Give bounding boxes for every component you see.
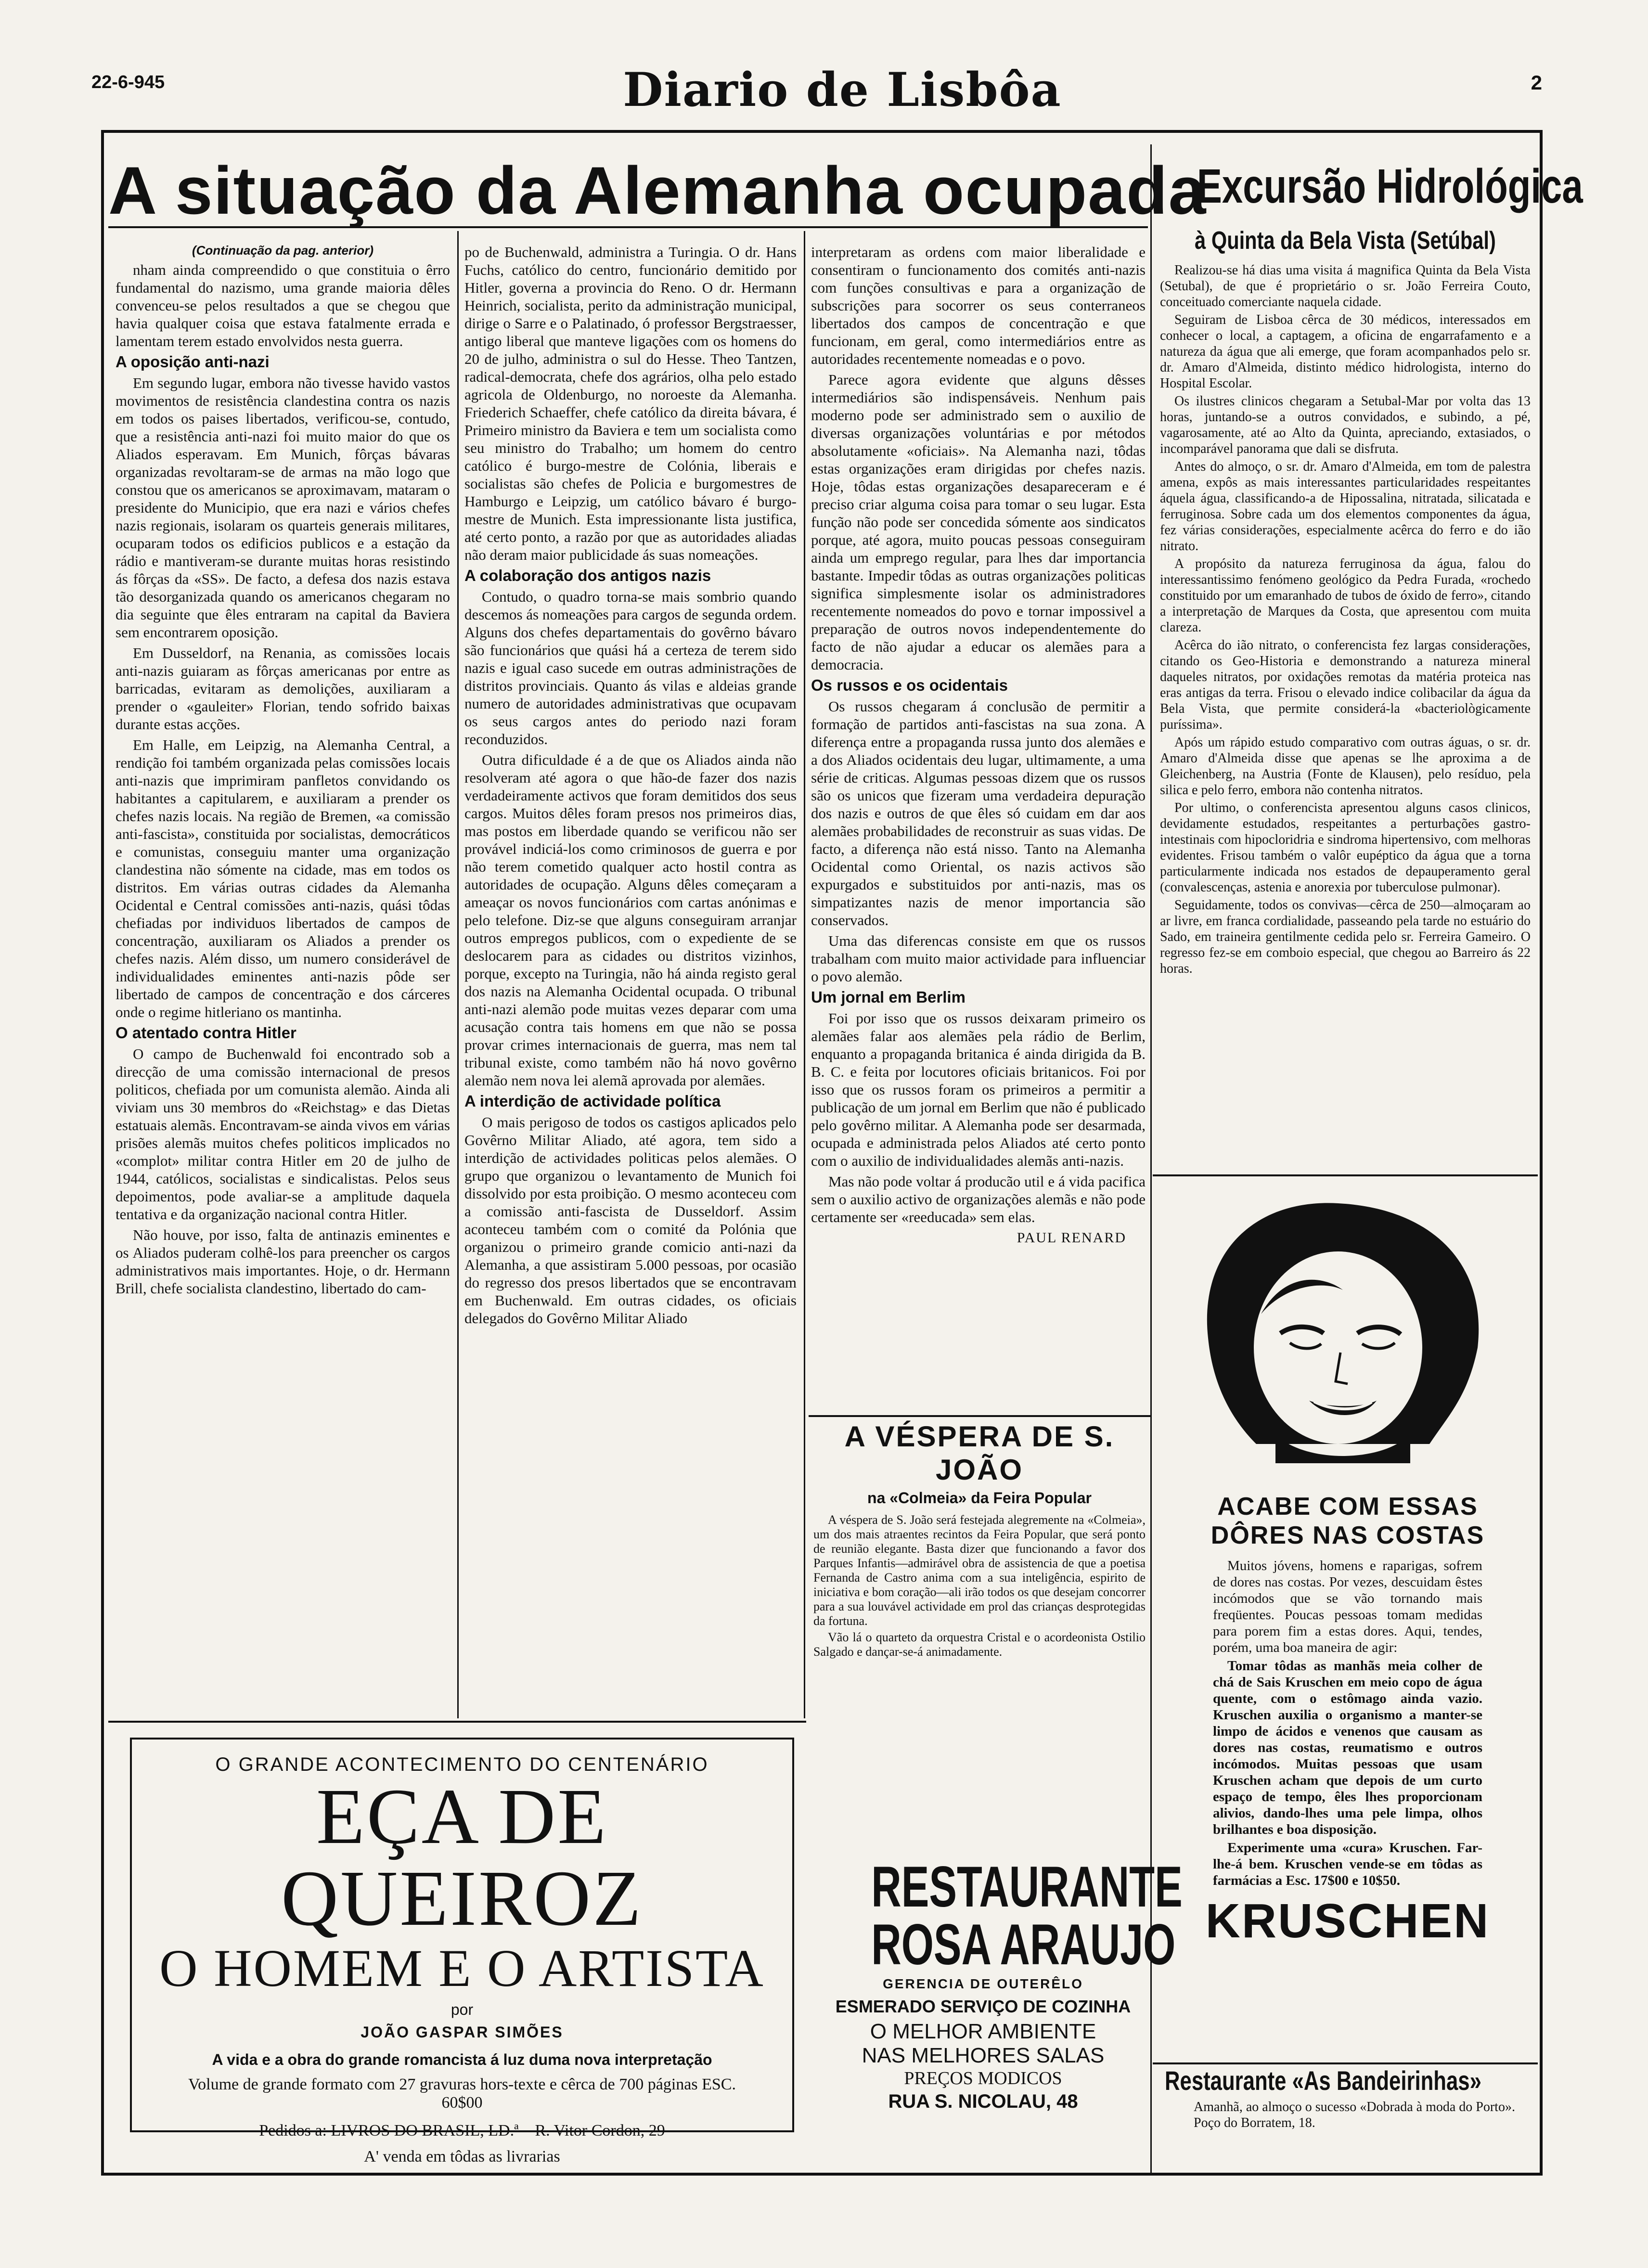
paragraph: A véspera de S. João será festejada alegremente na «Colmeia», um dos mais atraentes recintos da Feira Popular, que será ponto de reunião elegante. Basta dizer que funcionando a favor dos Parques Infantis—admirável obra de assistencia de que a poetisa Fernanda de Castro anima com a sua inteligência, espirito de iniciativa e bom coração—ali irão todos os que desejam concorrer para a sua louvável actividade em prol das crianças desprotegidas da fortuna. [813,1513,1146,1628]
paragraph: Uma das diferencas consiste em que os russos trabalham com muito maior actividade para influenciar o povo alemão. [811,932,1146,985]
paragraph: Os russos chegaram á conclusão de permitir a formação de partidos anti-fascistas na sua zona. A diferença entre a propaganda russa junto dos alemães e a dos Aliados ocidentais deu lugar, ultimamente, a uma série de criticas. Algumas pessoas dizem que os russos são os unicos que fizeram uma verdadeira depuração dos nazis e outros de que êles só cuidam em dar aos alemães probabilidades de reconstruir as suas vidas. De facto, a diferença não está nisso. Tanto na Alemanha Ocidental como Oriental, os nazis activos são expurgados e substituidos por anti-nazis, mas os simpatizantes nazis de menor importancia são conservados. [811,698,1146,928]
kruschen-headline-1: ACABE COM ESSAS [1217,1493,1478,1521]
excursao-article [1160,262,1531,1167]
eca-ad-title: EÇA DE QUEIROZ [281,1772,644,1942]
paragraph: Não houve, por isso, falta de antinazis eminentes e os Aliados puderam colhê-los para preencher os cargos administrativos mais importantes. Hoje, o dr. Hermann Brill, chefe socialista clandestino, libertado do cam- [116,1226,450,1297]
rosa-ad-line6: NAS MELHORES SALAS [862,2044,1105,2067]
paragraph: Realizou-se há dias uma visita á magnifica Quinta da Bela Vista (Setubal), de que é proprietário o sr. João Ferreira Couto, conceituado comerciante naquela cidade. [1160,263,1531,309]
section-rule [1153,1174,1538,1176]
issue-date: 22-6-945 [91,72,165,92]
page-number: 2 [1531,71,1542,94]
excursao-title: Excursão Hidrológica [1197,159,1583,213]
article-column-3 [811,243,1146,1413]
newspaper-title: Diario de Lisbôa [623,63,1062,117]
paragraph: Outra dificuldade é a de que os Aliados ainda não resolveram até agora o que hão-de fazer dos nazis verdadeiramente activos que foram demitidos dos seus cargos. Muitos dêles foram presos nos primeiros dias, mas postos em liberdade quando se verificou não ser provável indiciá-los como criminosos de guerra e por não terem cometido qualquer acto hostil contra as autoridades de ocupação. Alguns dêles começaram a ameaçar os novos funcionários com cartas anónimas e pelo telefone. Diz-se que alguns conseguiram arranjar outros empregos publicos, com o expediente de se deslocarem para as cidades ou distritos vizinhos, porque, excepto na Turingia, não há ainda registo geral dos nazis na Alemanha Ocidental ocupada. O tribunal anti-nazi alemão pode muitas vezes deparar com uma acusação contra tais homens em que não se possa provar crimes internacionais de guerra, mas nem tal tribunal existe, como também não há novo govêrno alemão nem nova lei alemã aprovada por alemães. [464,751,797,1089]
paragraph: Mas não pode voltar á producão util e á vida pacifica sem o auxilio activo de organizações alemãs e não pode certamente ser «reeducada» sem elas. [811,1173,1146,1225]
continuation-note: (Continuação da pag. anterior) [192,243,374,258]
headline-rule [108,226,1148,228]
paragraph: Seguiram de Lisboa cêrca de 30 médicos, interessados em conhecer o local, a captagem, a oficina de engarrafamento e a natureza da água que ali emerge, que foram acompanhados pelo sr. dr. Amaro d'Almeida, distinto médico hidrologista, interno do Hospital Escolar. [1160,312,1531,391]
paragraph: Foi por isso que os russos deixaram primeiro os alemães falar aos alemães pela rádio de Berlim, enquanto a propaganda britanica é ainda dirigida da B. B. C. e feita por locutores oficiais britanicos. Foi por isso que os russos foram os primeiros a permitir a publicação de um jornal em Berlim que não é publicado pelo govêrno militar. A Alemanha pode ser desarmada, ocupada e administrada pelos Aliados até certo ponto com o auxilio de individualidades alemãs anti-nazis. [811,1010,1146,1169]
subheading: Um jornal em Berlim [811,988,966,1006]
bandeirinhas-notice [1165,2065,1535,2161]
paragraph: Parece agora evidente que alguns dêsses intermediários são indispensáveis. Nenhum pais moderno pode ser administrado sem o auxilio de diversas organizações voluntárias e por métodos absolutamente «oficiais». Na Alemanha nazi, tôdas estas organizações eram dirigidas por chefes nazis. Hoje, tôdas estas organizações desapareceram e é preciso criar alguma coisa para tomar o seu lugar. Esta função não pode ser concedida sómente aos sindicatos porque, até agora, muito poucas pessoas conseguiram ainda um emprego regular, para lhes dar importancia bastante. Impedir tôdas as outras organizações politicas significa simplesmente isolar os administradores recentemente nomeados do povo e tornar impossivel a preparação de outros novos independentemente do facto de não ajudar a educar os alemães para a democracia. [811,371,1146,673]
rosa-ad-line7: PREÇOS MODICOS [904,2068,1062,2088]
paragraph: Vão lá o quarteto da orquestra Cristal e o acordeonista Ostilio Salgado e dançar-se-á animadamente. [813,1630,1146,1659]
paragraph: nham ainda compreendido o que constituia o êrro fundamental do nazismo, uma grande maioria dêles convenceu-se pelos resultados a que se chegou que havia qualquer coisa que estava fatalmente errada e lamentam terem estado envolvidos nesta guerra. [116,261,450,349]
rosa-ad-line8: RUA S. NICOLAU, 48 [888,2091,1078,2112]
rosa-ad-line5: O MELHOR AMBIENTE [870,2020,1096,2043]
eca-ad-orders: Pedidos a: LIVROS DO BRASIL, LD.ª—R. Vitor Cordon, 29 [259,2122,665,2139]
paragraph: interpretaram as ordens com maior liberalidade e consentiram o funcionamento dos comités anti-nazis com funções consultivas e para a organização de subscrições para socorrer os seus conterraneos libertados dos campos de concentração e que funcionam, em geral, como intermediários entre as autoridades recentemente nomeadas e o povo. [811,244,1146,367]
excursao-subtitle: à Quinta da Bela Vista (Setúbal) [1195,227,1496,255]
rosa-araujo-ad [828,1855,1183,2127]
subheading: A interdição de actividade política [464,1092,721,1110]
rosa-ad-line2: ROSA ARAUJO [871,1912,1176,1977]
bandeirinhas-title: Restaurante «As Bandeirinhas» [1165,2065,1481,2096]
eca-de-queiroz-ad [130,1738,794,2165]
rosa-ad-line1: RESTAURANTE [871,1855,1183,1919]
paragraph: Antes do almoço, o sr. dr. Amaro d'Almeida, em tom de palestra amena, expôs as mais interessantes particularidades respeitantes áquela água, classificando-a de Hipossalina, nitratada, silicatada e ferruginosa. Sobre cada um dos elementos componentes da água, fez várias considerações, especialmente acêrca do ferro e do ião nitrato. [1160,459,1531,554]
vespera-subtitle: na «Colmeia» da Feira Popular [867,1489,1092,1507]
subheading: O atentado contra Hitler [116,1024,296,1042]
paragraph: Muitos jóvens, homens e raparigas, sofrem de dores nas costas. Por vezes, descuidam êstes incómodos que se vão tornando mais freqüentes. Poucas pessoas tomam medidas para porem fim a estas dores. Aqui, tendes, porém, uma boa maneira de agir: [1213,1558,1482,1655]
paragraph: Em Dusseldorf, na Renania, as comissões locais anti-nazis guiaram as fôrças americanas por entre as barricadas, evitaram as demolições, auxiliaram a prender o «gauleiter» Florian, tendo sofrido baixas durante estas acções. [116,644,450,733]
woman-portrait-illustration [1179,1194,1511,1463]
eca-ad-subtitle: O HOMEM E O ARTISTA [159,1939,765,1997]
article-column-2 [464,243,797,1716]
vespera-title: A VÉSPERA DE S. JOÃO [844,1420,1115,1486]
subheading: A oposição anti-nazi [116,353,270,371]
section-rule [809,1415,1150,1417]
rosa-ad-line4: ESMERADO SERVIÇO DE COZINHA [835,1997,1131,2016]
subheading: Os russos e os ocidentais [811,676,1008,694]
bandeirinhas-text: Amanhã, ao almoço o sucesso «Dobrada à moda do Porto». Poço do Borratem, 18. [1194,2100,1515,2130]
paragraph: Contudo, o quadro torna-se mais sombrio quando descemos ás nomeações para cargos de segunda ordem. Alguns dos chefes departamentais do govêrno bávaro são funcionários que quási há a certeza de terem sido nazis e igual caso sucede em outras administrações de distritos provinciais. Quanto ás vilas e aldeias grande numero de autoridades administrativas que ocupavam os seus cargos antes do periodo nazi foram reconduzidos. [464,588,797,747]
paragraph: po de Buchenwald, administra a Turingia. O dr. Hans Fuchs, católico do centro, funcionário demitido por Hitler, governa a provincia do Reno. O dr. Hermann Heinrich, socialista, perito da administração municipal, dirige o Sarre e o Palatinado, ó professor Bergstraesser, antigo liberal que manteve ligações com os homens do 20 de julho, administra o sul do Hesse. Theo Tantzen, radical-democrata, chefe dos agrários, olha pelo estado agricola de Oldenburgo, no noroeste da Alemanha. Friederich Schaeffer, chefe católico da direita bávara, é Primeiro ministro da Baviera e tem um socialista como seu ministro do Trabalho; um homem do centro católico é burgo-mestre de Colónia, liberais e socialistas são chefes de Policia e burgomestres de Hamburgo e Leipzig, um católico bávaro é burgo-mestre de Munich. Esta impressionante lista justifica, até certo ponto, a razão por que as autoridades aliadas não deram maior publicidade ás suas nomeações. [464,244,797,563]
paragraph: Tomar tôdas as manhãs meia colher de chá de Sais Kruschen em meio copo de água quente, com o estômago ainda vazio. Kruschen auxilia o organismo a manter-se limpo de ácidos e venenos que causam as dores nas costas, reumatismo e outros incómodos. Muitas pessoas que usam Kruschen acham que depois de um curto espaço de tempo, êles lhes proporcionam alivios, dando-lhes uma pele limpa, olhos brilhantes e boa disposição. [1213,1658,1482,1837]
column-divider [457,231,459,1718]
article-headline: A situação da Alemanha ocupada [108,153,1207,228]
subheading: A colaboração dos antigos nazis [464,567,711,584]
paragraph: Os ilustres clinicos chegaram a Setubal-Mar por volta das 13 horas, juntando-se a outros convidados, e subindo, a pé, vagarosamente, até ao Alto da Quinta, apreciando, extasiados, o incomparável panorama que dali se disfruta. [1160,394,1531,456]
column-divider [804,231,805,1718]
article-author: PAUL RENARD [1017,1230,1126,1246]
eca-ad-kicker: O GRANDE ACONTECIMENTO DO CENTENÁRIO [215,1754,709,1775]
eca-ad-by: por [451,2001,474,2018]
paragraph: Em segundo lugar, embora não tivesse havido vastos movimentos de resistência clandestina contra os nazis em todos os paises libertados, verificou-se, contudo, que a resistência anti-nazi foi muito maior do que os Aliados esperavam. Em Munich, fôrças bávaras organizadas revoltaram-se de armas na mão logo que constou que os americanos se aproximavam, mataram o presidente do Municipio, que era nazi e vários chefes nazis regionais, isolaram os quarteis generais militares, ocuparam todos os edificios publicos e a estação da rádio e mantiveram-se durante muitas horas resistindo ás fôrças da «SS». De facto, a defesa dos nazis estava tão desorganizada quando os americanos chegaram no dia seguinte que êles entraram na capital da Baviera sem encontrarem oposição. [116,374,450,641]
paragraph: Experimente uma «cura» Kruschen. Far-lhe-á bem. Kruschen vende-se em tôdas as farmácias a Esc. 17$00 e 10$50. [1213,1840,1482,1888]
eca-ad-volume: Volume de grande formato com 27 gravuras hors-texte e cêrca de 700 páginas ESC. 60$00 [188,2075,736,2112]
paragraph: Seguidamente, todos os convivas—cêrca de 250—almoçaram ao ar livre, em franca cordialidade, passeando pela tarde no estuário do Sado, em traineira gentilmente cedida pelo sr. Ferreira Gameiro. O regresso fez-se em comboio especial, que chegou ao Barreiro ás 22 horas. [1160,898,1531,976]
section-rule [1153,2062,1538,2064]
vespera-article [813,1420,1146,1786]
article-column-1 [116,243,450,1716]
paragraph: O mais perigoso de todos os castigos aplicados pelo Govêrno Militar Aliado, até agora, tem sido a interdição de actividades politicas pelos alemães. O grupo que organizou o levantamento de Munich foi dissolvido por esta proibição. O mesmo aconteceu com a comissão anti-fascista de Dusseldorf. Assim aconteceu também com o comité da Polónia que organizou o primeiro grande comicio anti-nazi da Alemanha, a que assistiram 5.000 pessoas, por ocasião do regresso dos presos libertados que se encontravam em Buchenwald. Em outras cidades, os oficiais delegados do Govêrno Militar Aliado [464,1114,797,1327]
kruschen-ad [1165,1492,1531,2060]
section-rule [108,1721,806,1723]
kruschen-brand: KRUSCHEN [1205,1894,1490,1948]
paragraph: O campo de Buchenwald foi encontrado sob a direcção de uma comissão internacional de presos politicos, chefiada por um comunista alemão. Ainda ali viviam uns 30 membros do «Reichstag» e das Dietas estatuais alemãs. Encontravam-se ainda vivos em várias prisões alemãs muitos chefes politicos implicados no «complot» militar contra Hitler em 20 de julho de 1944, católicos, socialistas e sindicalistas. Pelos seus depoimentos, pode avaliar-se a amplitude daquela tentativa e da organização nacional contra Hitler. [116,1045,450,1223]
eca-ad-tagline: A vida e a obra do grande romancista á luz duma nova interpretação [212,2051,712,2068]
paragraph: Acêrca do ião nitrato, o conferencista fez largas considerações, citando os Geo-Historia e demonstrando a natureza mineral daqueles nitratos, por oxidações remotas da matéria proteica nas eras antigas da terra. Frisou o elevado indice colibacilar da água da Bela Vista, que permite considerá-la «bacteriològicamente puríssima». [1160,638,1531,732]
paragraph: Em Halle, em Leipzig, na Alemanha Central, a rendição foi também organizada pelas comissões locais anti-nazis que imprimiram panfletos convidando os habitantes a capitularem, e auxiliaram a prender os chefes nazis locais. Na região de Bremen, «a comissão anti-fascista», constituida por socialistas, democráticos e comunistas, conseguiu manter uma organização clandestina não sómente na cidade, mas em todos os distritos. Em várias outras cidades da Alemanha Ocidental e Central comissões anti-nazis, quási tôdas chefiadas por individuos libertados de campos de concentração, auxiliaram os Aliados a prender os chefes nazis. Além disso, um numero considerável de individualidades eminentes anti-nazis pôde ser libertado de campos de concentração e dos cárceres onde o regime hitleriano os mantinha. [116,736,450,1020]
paragraph: A propósito da natureza ferruginosa da água, falou do interessantissimo fenómeno geológico da Pedra Furada, «rochedo constituido por um emaranhado de tubos de óxido de ferro», citando a interpretação de Marques da Costa, que apresentou com muita clareza. [1160,556,1531,635]
paragraph: Após um rápido estudo comparativo com outras águas, o sr. dr. Amaro d'Almeida disse que apenas se lhe aproxima a de Gleichenberg, na Austria (Fonte de Klausen), pelo resíduo, pela silica e pelo ferro, embora não contenha nitratos. [1160,735,1531,798]
eca-ad-author: JOÃO GASPAR SIMÕES [360,2023,564,2041]
eca-ad-sale: A' venda em tôdas as livrarias [364,2148,560,2165]
kruschen-headline-2: DÔRES NAS COSTAS [1210,1521,1485,1549]
rosa-ad-line3: GERENCIA DE OUTERÊLO [883,1976,1083,1991]
paragraph: Por ultimo, o conferencista apresentou alguns casos clinicos, devidamente estudados, respeitantes a perturbações gastro-intestinais com hipocloridria e sindroma hipertensivo, com melhoras evidentes. Frisou também o valôr eupéptico da água que a torna particularmente indicada nos estados de depauperamento geral (convalescenças, astenia e anorexia por tuberculose pulmonar). [1160,800,1531,895]
